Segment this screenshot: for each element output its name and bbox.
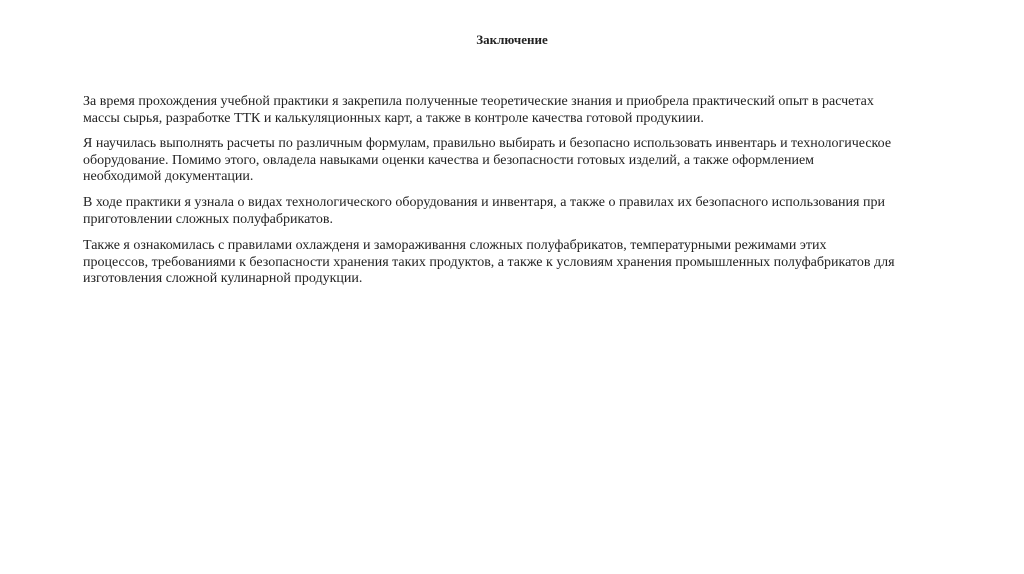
text-line: необходимой документации.: [83, 169, 254, 184]
paragraph-1: [83, 94, 874, 127]
text-line: За время прохождения учебной практики я закрепила полученные теоретические знания и приобрела практический опыт в расчетах: [83, 94, 874, 109]
text-line: приготовлении сложных полуфабрикатов.: [83, 211, 333, 227]
paragraph-3: [83, 195, 885, 228]
document-title: Заключение: [476, 32, 548, 47]
text-line: процессов, требованиями к безопасности хранения таких продуктов, а также к условиям хранения промышленных полуфабрикатов для: [83, 254, 895, 270]
text-line: оборудование. Помимо этого, овладела навыками оценки качества и безопасности готовых изделий, а также оформлением: [83, 152, 815, 168]
paragraph-2: [83, 136, 891, 186]
paragraph-4: [83, 238, 895, 288]
text-line: массы сырья, разработке ТТК и калькуляционных карт, а также в контроле качества готовой продукиии.: [83, 110, 704, 126]
text-line: Я научилась выполнять расчеты по различным формулам, правильно выбирать и безопасно использовать инвентарь и технологическое: [83, 136, 892, 151]
text-line: Также я ознакомилась с правилами охлажденя и замораживання сложных полуфабрикатов, температурными режимами этих: [83, 238, 827, 253]
text-line: изготовления сложной кулинарной продукции.: [83, 271, 363, 286]
text-line: В ходе практики я узнала о видах технологического оборудования и инвентаря, а также о правилах их безопасного использования при: [83, 195, 885, 210]
